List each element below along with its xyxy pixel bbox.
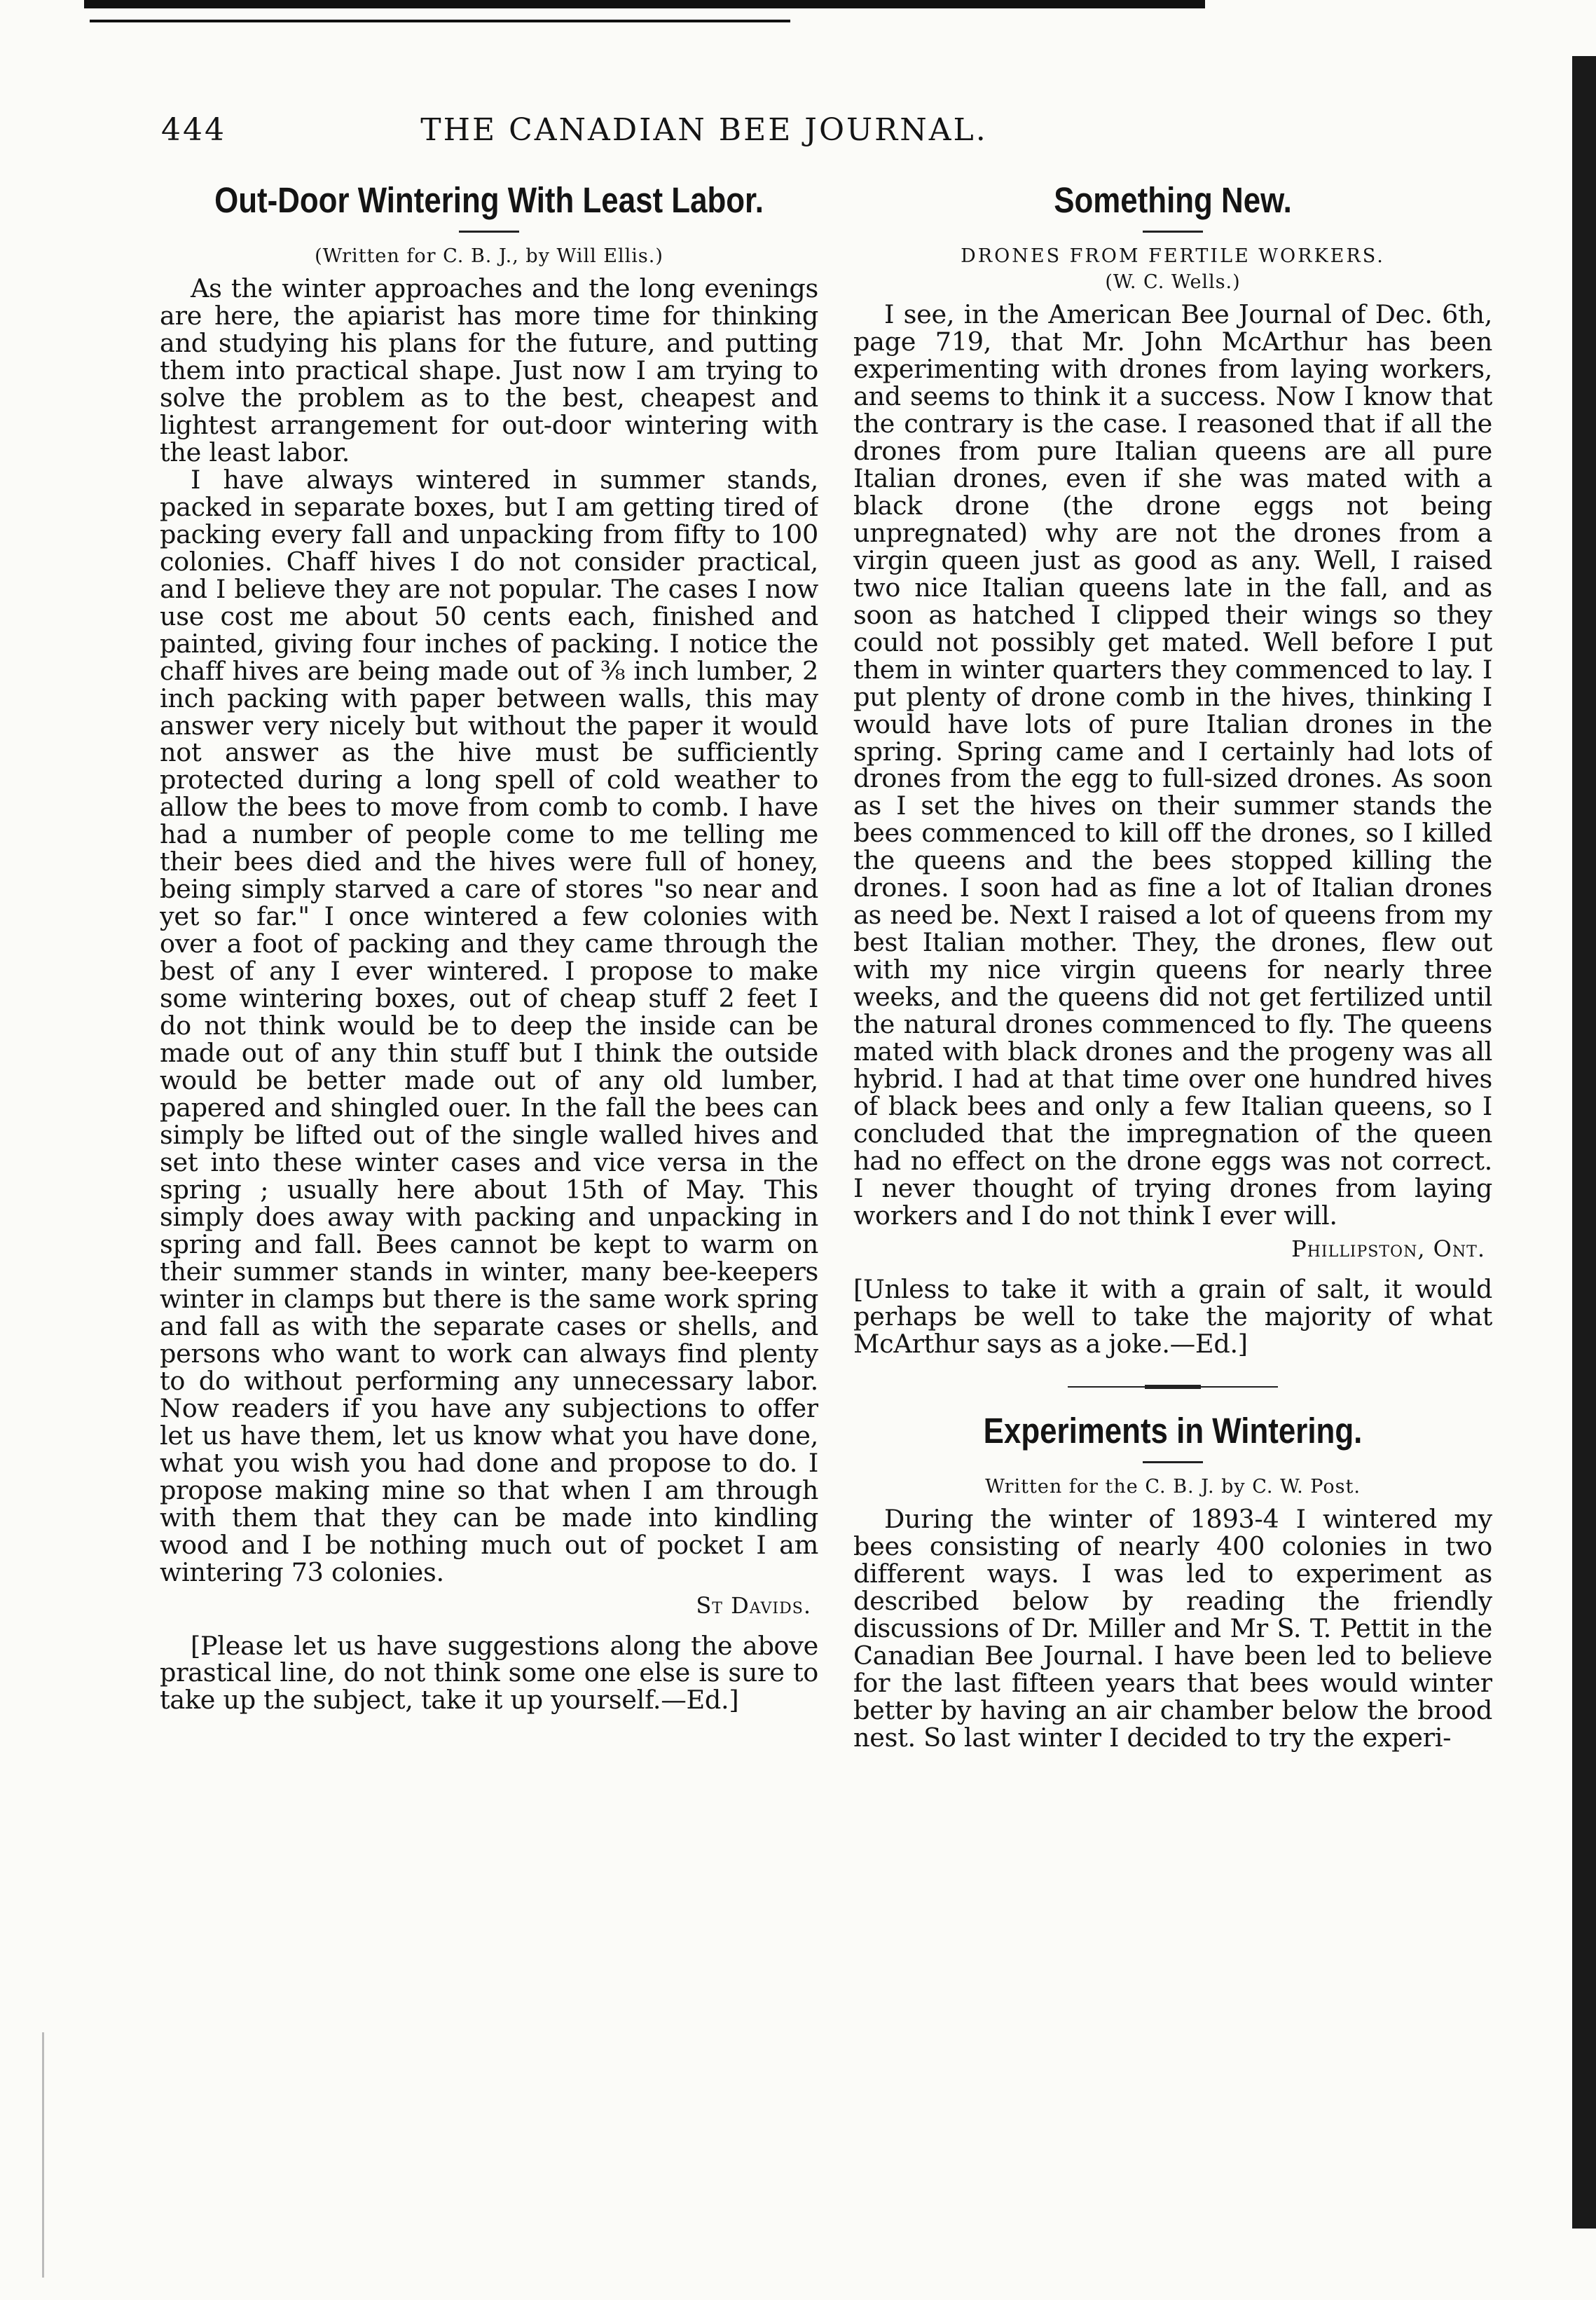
article-title: Something New. [1054,180,1292,220]
top-rule-thin [90,20,790,22]
top-rule [84,0,1205,8]
article-signoff: St Davids. [696,1591,811,1619]
editor-note: [Unless to take it with a grain of salt, it would perhaps be well to take the majority of what McArthur says as a joke.—Ed.] [853,1273,1492,1359]
article-title: Out-Door Wintering With Least Labor. [214,180,764,220]
article-byline: Written for the C. B. J. by C. W. Post. [985,1475,1361,1498]
article-byline: (Written for C. B. J., by Will Ellis.) [315,245,663,267]
article-paragraph: I have always wintered in summer stands, packed in separate boxes, but I am getting tired of packing every fall and unpacking from fifty to 100 colonies. Chaff hives I do not consider practical, and I believe they are not popular. The cases I now use cost me about 50 cents each, finished and painted, giving four inches of packing. I notice the chaff hives are being made out of ⅜ inch lumber, 2 inch packing with paper between walls, this may answer very nicely but without the paper it would not answer as the hive must be sufficiently protected during a long spell of cold weather to allow the bees to move from comb to comb. I have had a number of people come to me telling me their bees died and the hives were full of honey, being simply starved a care of stores "so near and yet so far." I once wintered a few colonies with over a foot of packing and they came through the best of any I ever wintered. I propose to make some wintering boxes, out of cheap stuff 2 feet I do not think would be to deep the inside can be made out of any thin stuff but I think the outside would be better made out of any old lumber, papered and shingled ouer. In the fall the bees can simply be lifted out of the single walled hives and set into these winter cases and vice versa in the spring ; usually here about 15th of May. This simply does away with packing and unpacking in spring and fall. Bees cannot be kept to warm on their summer stands in winter, many bee-keepers winter in clamps but there is the same work spring and fall as with the separate cases or shells, and persons who want to work can always find plenty to do without performing any unnecessary labor. Now readers if you have any subjections to offer let us have them, let us know what you have done, what you wish you had done and propose to do. I propose making mine so that when I am through with them that they can be made into kindling wood and I be nothing much out of pocket I am wintering 73 colonies. [160,464,818,1587]
title-rule [1143,231,1203,233]
article-paragraph: I see, in the American Bee Journal of Dec. 6th, page 719, that Mr. John McArthur has been experimenting with drones from laying workers, and seems to think it a success. Now I know that the contrary is the case. I reasoned that if all the drones from pure Italian queens are all pure Italian drones, even if she was mated with a black drone (the drone eggs not being unpregnated) why are not the drones from a virgin queen just as good as any. Well, I raised two nice Italian queens late in the fall, and as soon as hatched I clipped their wings so they could not possibly get mated. Well before I put them in winter quarters they commenced to lay. I put plenty of drone comb in the hives, thinking I would have lots of pure Italian drones in the spring. Spring came and I certainly had lots of drones from the egg to full-sized drones. As soon as I set the hives on their summer stands the bees commenced to kill off the drones, so I killed the queens and the bees stopped killing the drones. I soon had as fine a lot of Italian drones as need be. Next I raised a lot of queens from my best Italian mother. They, the drones, flew out with my nice virgin queens for nearly three weeks, and the queens did not get fertilized until the natural drones commenced to fly. The queens mated with black drones and the progeny was all hybrid. I had at that time over one hundred hives of black bees and only a few Italian queens, so I concluded that the impregnation of the queen had no effect on the drone eggs was not correct. I never thought of trying drones from laying workers and I do not think I ever will. [853,299,1492,1231]
running-head [161,105,1184,154]
page-margin-mark [42,2032,44,2278]
left-column [160,175,818,2272]
article-subtitle: DRONES FROM FERTILE WORKERS. [961,245,1385,267]
article-title: Experiments in Wintering. [983,1410,1363,1451]
section-divider [1068,1385,1278,1389]
page-edge-shadow [1572,56,1596,2229]
article-paragraph: As the winter approaches and the long evenings are here, the apiarist has more time for thinking and studying his plans for the future, and putting them into practical shape. Just now I am trying to solve the problem as to the best, cheapest and lightest arrangement for out-door wintering with the least labor. [160,273,818,467]
article-signoff: Phillipston, Ont. [1291,1235,1485,1262]
right-column [853,175,1492,2272]
journal-title: THE CANADIAN BEE JOURNAL. [420,111,988,148]
article-paragraph: During the winter of 1893-4 I wintered my bees consisting of nearly 400 colonies in two different ways. I was led to experiment as described below by reading the friendly discussions of Dr. Miller and Mr S. T. Pettit in the Canadian Bee Journal. I have been led to believe for the last fifteen years that bees would winter better by having an air chamber below the brood nest. So last winter I decided to try the experi- [853,1503,1492,1753]
editor-note: [Please let us have suggestions along the above prastical line, do not think some one else is sure to take up the subject, take it up yourself.—Ed.] [160,1630,818,1716]
article-byline: (W. C. Wells.) [1105,271,1241,293]
title-rule [459,231,519,233]
page-number: 444 [161,111,226,148]
title-rule [1143,1461,1203,1463]
